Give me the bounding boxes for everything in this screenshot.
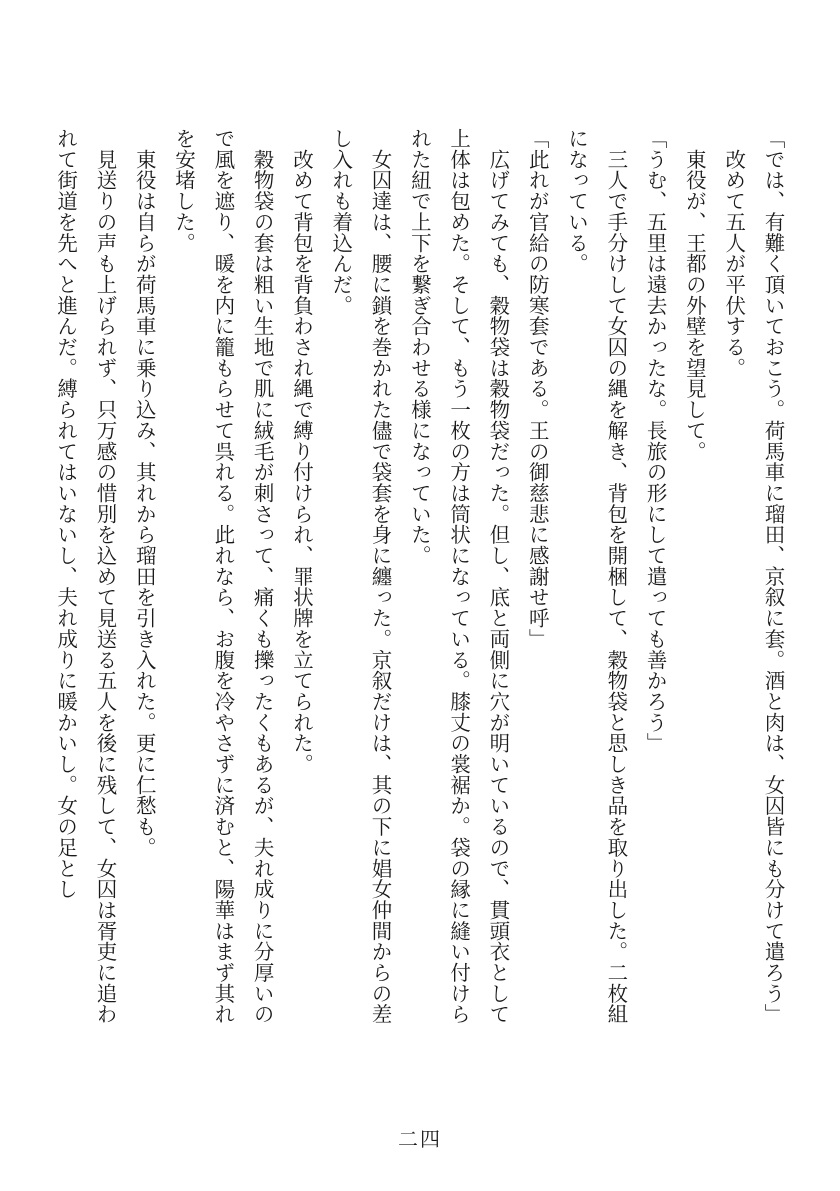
paragraph: 見送りの声も上げられず、只万感の惜別を込めて見送る五人を後に残して、女囚は胥吏に追われて街道を先へと進んだ。縛られてはいないし、夫れ成りに暖かいし。女の足とし — [53, 128, 117, 1025]
paragraph: 「此れが官給の防寒套である。王の御慈悲に感謝せ呼」 — [525, 128, 550, 650]
paragraph: 改めて背包を背負わされ縄で縛り付けられ、罪状牌を立てられた。 — [289, 128, 314, 775]
paragraph: 「では、有難く頂いておこう。荷馬車に瑠田、京叙に套。酒と肉は、女囚皆にも分けて遣ろう」 — [761, 128, 785, 1025]
paragraph: 女囚達は、腰に鎖を巻かれた儘で袋套を身に纏った。京叙だけは、其の下に娼女仲間からの差し入れも着込んだ。 — [328, 128, 393, 1025]
paragraph: 東役が、王都の外壁を望見して。 — [682, 128, 707, 462]
page-number: 二四 — [398, 1127, 442, 1151]
paragraph: 穀物袋の套は粗い生地で肌に絨毛が刺さって、痛くも擽ったくもあるが、夫れ成りに分厚いので風を遮り、暖を内に籠もらせて呉れる。此れなら、お腹を冷やさずに済むと、陽華はまず其れを安堵した。 — [171, 128, 275, 1025]
paragraph: 三人で手分けして女囚の縄を解き、背包を開梱して、穀物袋と思しき品を取り出した。二枚組になっている。 — [564, 128, 628, 1025]
paragraph: 改めて五人が平伏する。 — [721, 128, 746, 379]
paragraph: 東役は自らが荷馬車に乗り込み、其れから瑠田を引き入れた。更に仁愁も。 — [132, 128, 157, 858]
paragraph: 「うむ、五里は遠去かったな。長旅の形にして遣っても善かろう」 — [643, 128, 668, 754]
main-text — [40, 128, 792, 1028]
paragraph: 広げてみても、穀物袋は穀物袋だった。但し、底と両側に穴が明いているので、貫頭衣として上体は包めた。そして、もう一枚の方は筒状になっている。膝丈の裳裾か。袋の縁に縫い付けられた紐で上下を繋ぎ合わせる様になっていた。 — [407, 128, 510, 1025]
